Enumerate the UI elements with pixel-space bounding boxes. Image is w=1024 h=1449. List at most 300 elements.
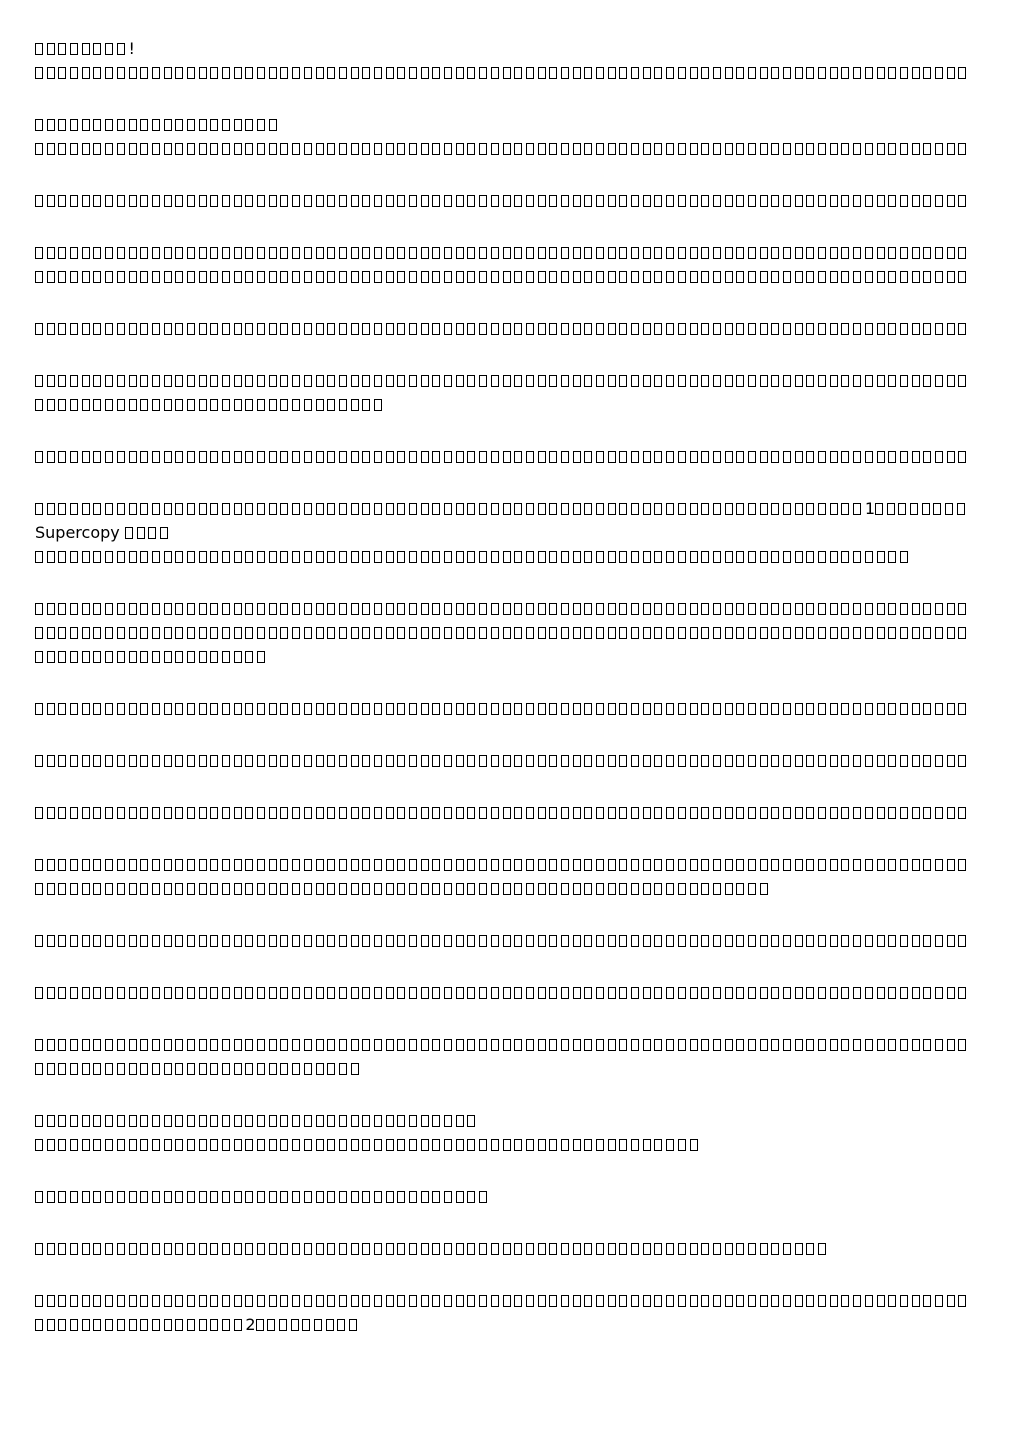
paragraph: [35, 597, 990, 669]
missing-glyph-box: [666, 323, 674, 335]
missing-glyph-box: [841, 935, 849, 947]
missing-glyph-box: [666, 1139, 674, 1151]
missing-glyph-box: [818, 755, 826, 767]
missing-glyph-box: [725, 375, 733, 387]
missing-glyph-box: [386, 1191, 394, 1203]
missing-glyph-box: [35, 247, 43, 259]
missing-glyph-box: [713, 323, 721, 335]
missing-glyph-box: [199, 503, 207, 515]
missing-glyph-box: [631, 603, 639, 615]
missing-glyph-box: [70, 987, 78, 999]
missing-glyph-box: [444, 1191, 452, 1203]
missing-glyph-box: [164, 1295, 172, 1307]
missing-glyph-box: [140, 755, 148, 767]
missing-glyph-box: [958, 987, 966, 999]
missing-glyph-box: [327, 67, 335, 79]
missing-glyph-box: [479, 755, 487, 767]
missing-glyph-box: [70, 551, 78, 563]
missing-glyph-box: [467, 271, 475, 283]
missing-glyph-box: [538, 755, 546, 767]
missing-glyph-box: [701, 551, 709, 563]
missing-glyph-box: [841, 859, 849, 871]
missing-glyph-box: [654, 143, 662, 155]
missing-glyph-box: [678, 807, 686, 819]
missing-glyph-box: [386, 1115, 394, 1127]
missing-glyph-box: [725, 935, 733, 947]
paragraph: [35, 929, 990, 953]
missing-glyph-box: [409, 1039, 417, 1051]
missing-glyph-box: [409, 703, 417, 715]
missing-glyph-box: [573, 323, 581, 335]
missing-glyph-box: [853, 143, 861, 155]
missing-glyph-box: [152, 651, 160, 663]
missing-glyph-box: [304, 1295, 312, 1307]
missing-glyph-box: [713, 503, 721, 515]
paragraph: [35, 445, 990, 469]
missing-glyph-box: [666, 271, 674, 283]
missing-glyph-box: [82, 1295, 90, 1307]
missing-glyph-box: [491, 247, 499, 259]
missing-glyph-box: [503, 883, 511, 895]
missing-glyph-box: [304, 399, 312, 411]
missing-glyph-box: [222, 195, 230, 207]
missing-glyph-box: [257, 247, 265, 259]
missing-glyph-box: [690, 1139, 698, 1151]
missing-glyph-box: [666, 247, 674, 259]
missing-glyph-box: [187, 247, 195, 259]
missing-glyph-box: [479, 247, 487, 259]
missing-glyph-box: [958, 143, 966, 155]
missing-glyph-box: [292, 375, 300, 387]
missing-glyph-box: [140, 703, 148, 715]
missing-glyph-box: [467, 143, 475, 155]
missing-glyph-box: [491, 503, 499, 515]
missing-glyph-box: [503, 987, 511, 999]
missing-glyph-box: [210, 119, 218, 131]
missing-glyph-box: [538, 143, 546, 155]
missing-glyph-box: [701, 627, 709, 639]
text-line: [35, 621, 990, 645]
missing-glyph-box: [713, 247, 721, 259]
missing-glyph-box: [374, 399, 382, 411]
missing-glyph-box: [795, 807, 803, 819]
missing-glyph-box: [316, 399, 324, 411]
missing-glyph-box: [923, 987, 931, 999]
missing-glyph-box: [748, 755, 756, 767]
missing-glyph-box: [725, 859, 733, 871]
missing-glyph-box: [327, 703, 335, 715]
missing-glyph-box: [760, 987, 768, 999]
missing-glyph-box: [608, 143, 616, 155]
text-line: [35, 265, 990, 289]
missing-glyph-box: [549, 323, 557, 335]
missing-glyph-box: [93, 1319, 101, 1331]
missing-glyph-box: [397, 67, 405, 79]
missing-glyph-box: [409, 1191, 417, 1203]
missing-glyph-box: [175, 451, 183, 463]
missing-glyph-box: [643, 603, 651, 615]
missing-glyph-box: [70, 271, 78, 283]
missing-glyph-box: [432, 271, 440, 283]
missing-glyph-box: [117, 43, 125, 55]
missing-glyph-box: [164, 651, 172, 663]
missing-glyph-box: [245, 651, 253, 663]
missing-glyph-box: [234, 1063, 242, 1075]
missing-glyph-box: [795, 627, 803, 639]
missing-glyph-box: [865, 451, 873, 463]
missing-glyph-box: [82, 603, 90, 615]
missing-glyph-box: [818, 195, 826, 207]
missing-glyph-box: [701, 375, 709, 387]
missing-glyph-box: [35, 859, 43, 871]
missing-glyph-box: [210, 503, 218, 515]
missing-glyph-box: [222, 1063, 230, 1075]
missing-glyph-box: [70, 651, 78, 663]
missing-glyph-box: [479, 883, 487, 895]
missing-glyph-box: [93, 1243, 101, 1255]
missing-glyph-box: [374, 551, 382, 563]
missing-glyph-box: [316, 1295, 324, 1307]
missing-glyph-box: [70, 119, 78, 131]
missing-glyph-box: [292, 1139, 300, 1151]
missing-glyph-box: [608, 755, 616, 767]
missing-glyph-box: [316, 1243, 324, 1255]
missing-glyph-box: [806, 551, 814, 563]
missing-glyph-box: [561, 859, 569, 871]
missing-glyph-box: [432, 859, 440, 871]
missing-glyph-box: [491, 451, 499, 463]
missing-glyph-box: [643, 935, 651, 947]
missing-glyph-box: [748, 935, 756, 947]
missing-glyph-box: [549, 603, 557, 615]
missing-glyph-box: [245, 883, 253, 895]
missing-glyph-box: [339, 195, 347, 207]
missing-glyph-box: [690, 271, 698, 283]
missing-glyph-box: [82, 935, 90, 947]
missing-glyph-box: [58, 859, 66, 871]
missing-glyph-box: [456, 323, 464, 335]
missing-glyph-box: [351, 1039, 359, 1051]
missing-glyph-box: [491, 807, 499, 819]
missing-glyph-box: [374, 195, 382, 207]
missing-glyph-box: [853, 935, 861, 947]
missing-glyph-box: [573, 703, 581, 715]
missing-glyph-box: [70, 1243, 78, 1255]
missing-glyph-box: [327, 603, 335, 615]
missing-glyph-box: [362, 1115, 370, 1127]
missing-glyph-box: [374, 1191, 382, 1203]
missing-glyph-box: [82, 651, 90, 663]
missing-glyph-box: [456, 987, 464, 999]
missing-glyph-box: [841, 627, 849, 639]
missing-glyph-box: [58, 1063, 66, 1075]
missing-glyph-box: [818, 627, 826, 639]
missing-glyph-box: [269, 1191, 277, 1203]
missing-glyph-box: [164, 807, 172, 819]
missing-glyph-box: [503, 503, 511, 515]
missing-glyph-box: [409, 807, 417, 819]
missing-glyph-box: [93, 271, 101, 283]
missing-glyph-box: [678, 503, 686, 515]
missing-glyph-box: [409, 627, 417, 639]
missing-glyph-box: [47, 859, 55, 871]
missing-glyph-box: [561, 603, 569, 615]
missing-glyph-box: [736, 503, 744, 515]
missing-glyph-box: [725, 755, 733, 767]
missing-glyph-box: [888, 67, 896, 79]
missing-glyph-box: [222, 551, 230, 563]
missing-glyph-box: [140, 935, 148, 947]
missing-glyph-box: [292, 551, 300, 563]
missing-glyph-box: [432, 195, 440, 207]
missing-glyph-box: [152, 1063, 160, 1075]
missing-glyph-box: [70, 703, 78, 715]
missing-glyph-box: [584, 807, 592, 819]
missing-glyph-box: [958, 935, 966, 947]
missing-glyph-box: [316, 323, 324, 335]
missing-glyph-box: [257, 143, 265, 155]
missing-glyph-box: [47, 143, 55, 155]
missing-glyph-box: [643, 503, 651, 515]
missing-glyph-box: [631, 503, 639, 515]
missing-glyph-box: [877, 703, 885, 715]
missing-glyph-box: [666, 195, 674, 207]
missing-glyph-box: [514, 1295, 522, 1307]
missing-glyph-box: [245, 1115, 253, 1127]
missing-glyph-box: [234, 1139, 242, 1151]
missing-glyph-box: [631, 247, 639, 259]
missing-glyph-box: [374, 67, 382, 79]
missing-glyph-box: [269, 935, 277, 947]
missing-glyph-box: [35, 271, 43, 283]
missing-glyph-box: [199, 375, 207, 387]
missing-glyph-box: [456, 1295, 464, 1307]
missing-glyph-box: [467, 195, 475, 207]
missing-glyph-box: [783, 503, 791, 515]
missing-glyph-box: [269, 247, 277, 259]
missing-glyph-box: [479, 1295, 487, 1307]
missing-glyph-box: [82, 67, 90, 79]
missing-glyph-box: [912, 703, 920, 715]
missing-glyph-box: [690, 703, 698, 715]
missing-glyph-box: [736, 1243, 744, 1255]
missing-glyph-box: [82, 1139, 90, 1151]
missing-glyph-box: [619, 755, 627, 767]
text-line: [35, 189, 990, 213]
missing-glyph-box: [362, 195, 370, 207]
missing-glyph-box: [760, 859, 768, 871]
missing-glyph-box: [514, 323, 522, 335]
missing-glyph-box: [339, 755, 347, 767]
missing-glyph-box: [853, 703, 861, 715]
missing-glyph-box: [47, 451, 55, 463]
missing-glyph-box: [619, 1295, 627, 1307]
missing-glyph-box: [222, 883, 230, 895]
missing-glyph-box: [362, 143, 370, 155]
missing-glyph-box: [865, 859, 873, 871]
missing-glyph-box: [806, 247, 814, 259]
missing-glyph-box: [888, 1295, 896, 1307]
missing-glyph-box: [245, 987, 253, 999]
missing-glyph-box: [316, 503, 324, 515]
missing-glyph-box: [503, 603, 511, 615]
missing-glyph-box: [327, 987, 335, 999]
missing-glyph-box: [456, 703, 464, 715]
missing-glyph-box: [351, 1139, 359, 1151]
missing-glyph-box: [245, 451, 253, 463]
missing-glyph-box: [900, 195, 908, 207]
missing-glyph-box: [596, 247, 604, 259]
missing-glyph-box: [210, 375, 218, 387]
missing-glyph-box: [374, 755, 382, 767]
missing-glyph-box: [467, 375, 475, 387]
missing-glyph-box: [292, 323, 300, 335]
missing-glyph-box: [479, 503, 487, 515]
missing-glyph-box: [316, 375, 324, 387]
missing-glyph-box: [432, 935, 440, 947]
missing-glyph-box: [678, 1243, 686, 1255]
missing-glyph-box: [526, 503, 534, 515]
missing-glyph-box: [58, 1139, 66, 1151]
missing-glyph-box: [164, 195, 172, 207]
missing-glyph-box: [129, 399, 137, 411]
missing-glyph-box: [760, 935, 768, 947]
text-line: [35, 369, 990, 393]
missing-glyph-box: [58, 551, 66, 563]
missing-glyph-box: [947, 271, 955, 283]
missing-glyph-box: [561, 755, 569, 767]
missing-glyph-box: [269, 195, 277, 207]
missing-glyph-box: [666, 551, 674, 563]
missing-glyph-box: [947, 987, 955, 999]
missing-glyph-box: [129, 935, 137, 947]
missing-glyph-box: [619, 195, 627, 207]
missing-glyph-box: [771, 271, 779, 283]
missing-glyph-box: [327, 1139, 335, 1151]
missing-glyph-box: [701, 807, 709, 819]
missing-glyph-box: [479, 935, 487, 947]
missing-glyph-box: [479, 451, 487, 463]
missing-glyph-box: [584, 143, 592, 155]
missing-glyph-box: [304, 67, 312, 79]
missing-glyph-box: [222, 503, 230, 515]
missing-glyph-box: [199, 1063, 207, 1075]
text-line: [35, 241, 990, 265]
missing-glyph-box: [421, 451, 429, 463]
missing-glyph-box: [339, 143, 347, 155]
missing-glyph-box: [760, 67, 768, 79]
missing-glyph-box: [316, 807, 324, 819]
missing-glyph-box: [280, 627, 288, 639]
missing-glyph-box: [409, 323, 417, 335]
missing-glyph-box: [386, 627, 394, 639]
missing-glyph-box: [900, 987, 908, 999]
missing-glyph-box: [678, 247, 686, 259]
missing-glyph-box: [830, 143, 838, 155]
missing-glyph-box: [351, 703, 359, 715]
missing-glyph-box: [760, 195, 768, 207]
missing-glyph-box: [58, 627, 66, 639]
missing-glyph-box: [47, 1115, 55, 1127]
missing-glyph-box: [678, 67, 686, 79]
missing-glyph-box: [865, 935, 873, 947]
missing-glyph-box: [561, 247, 569, 259]
missing-glyph-box: [666, 703, 674, 715]
missing-glyph-box: [362, 935, 370, 947]
missing-glyph-box: [140, 271, 148, 283]
missing-glyph-box: [292, 1243, 300, 1255]
missing-glyph-box: [129, 247, 137, 259]
missing-glyph-box: [105, 807, 113, 819]
missing-glyph-box: [245, 1039, 253, 1051]
missing-glyph-box: [82, 1243, 90, 1255]
missing-glyph-box: [409, 1139, 417, 1151]
missing-glyph-box: [374, 375, 382, 387]
missing-glyph-box: [456, 247, 464, 259]
missing-glyph-box: [291, 1319, 299, 1331]
missing-glyph-box: [374, 323, 382, 335]
missing-glyph-box: [549, 935, 557, 947]
missing-glyph-box: [105, 503, 113, 515]
missing-glyph-box: [362, 755, 370, 767]
missing-glyph-box: [935, 247, 943, 259]
missing-glyph-box: [199, 1039, 207, 1051]
missing-glyph-box: [245, 859, 253, 871]
missing-glyph-box: [432, 247, 440, 259]
missing-glyph-box: [35, 935, 43, 947]
missing-glyph-box: [187, 375, 195, 387]
missing-glyph-box: [234, 1115, 242, 1127]
missing-glyph-box: [841, 1295, 849, 1307]
missing-glyph-box: [888, 195, 896, 207]
missing-glyph-box: [362, 247, 370, 259]
missing-glyph-box: [853, 67, 861, 79]
missing-glyph-box: [269, 399, 277, 411]
paragraph: [35, 1237, 990, 1261]
missing-glyph-box: [713, 807, 721, 819]
missing-glyph-box: [269, 1115, 277, 1127]
missing-glyph-box: [409, 271, 417, 283]
missing-glyph-box: [82, 451, 90, 463]
missing-glyph-box: [397, 627, 405, 639]
missing-glyph-box: [795, 67, 803, 79]
missing-glyph-box: [467, 323, 475, 335]
missing-glyph-box: [479, 1139, 487, 1151]
missing-glyph-box: [152, 119, 160, 131]
missing-glyph-box: [444, 859, 452, 871]
missing-glyph-box: [175, 1115, 183, 1127]
missing-glyph-box: [795, 603, 803, 615]
missing-glyph-box: [105, 755, 113, 767]
missing-glyph-box: [421, 987, 429, 999]
missing-glyph-box: [187, 935, 195, 947]
missing-glyph-box: [806, 1295, 814, 1307]
missing-glyph-box: [549, 503, 557, 515]
missing-glyph-box: [47, 1139, 55, 1151]
missing-glyph-box: [643, 755, 651, 767]
missing-glyph-box: [491, 271, 499, 283]
missing-glyph-box: [771, 247, 779, 259]
missing-glyph-box: [526, 987, 534, 999]
missing-glyph-box: [456, 807, 464, 819]
missing-glyph-box: [538, 935, 546, 947]
missing-glyph-box: [292, 1295, 300, 1307]
missing-glyph-box: [58, 143, 66, 155]
missing-glyph-box: [152, 503, 160, 515]
missing-glyph-box: [549, 195, 557, 207]
missing-glyph-box: [421, 1243, 429, 1255]
missing-glyph-box: [888, 807, 896, 819]
